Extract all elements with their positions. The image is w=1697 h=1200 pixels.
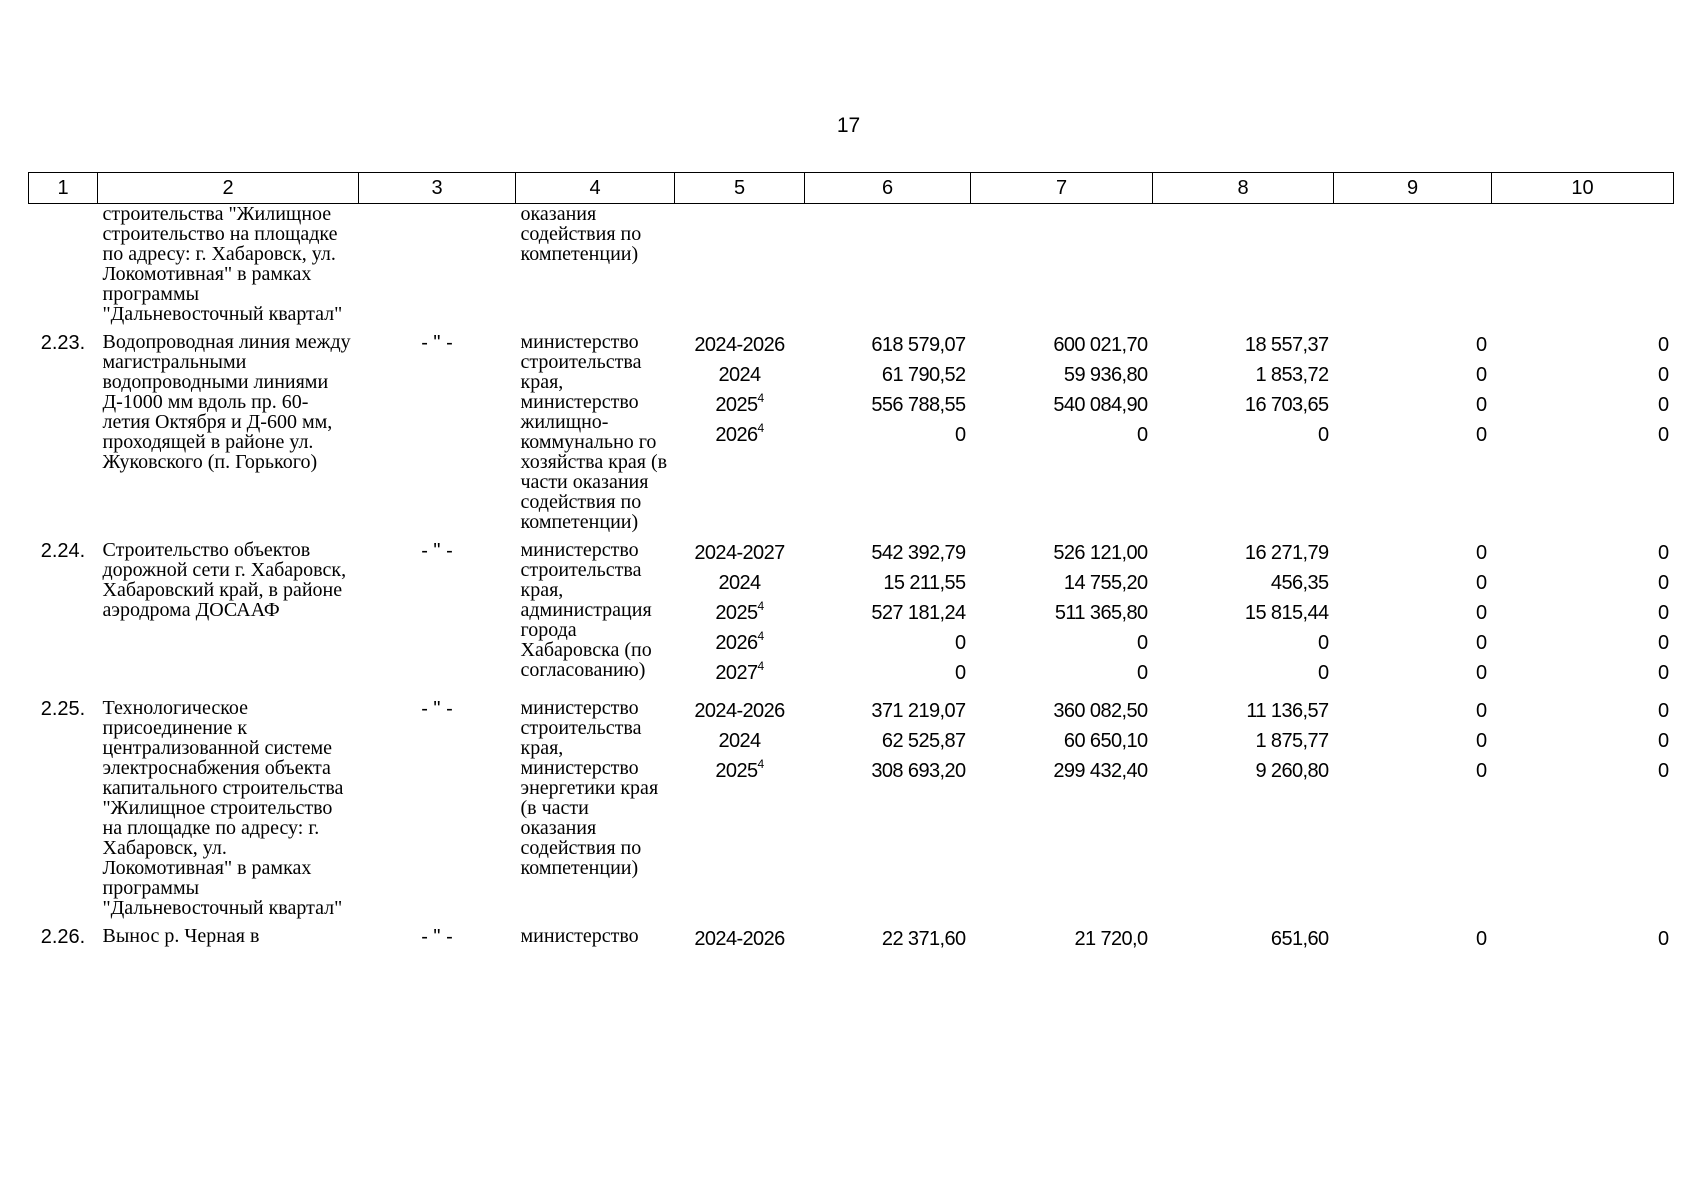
amount-value: 0: [1657, 602, 1669, 624]
responsible-body: министерство: [520, 925, 639, 947]
amount-value: 0: [1657, 364, 1669, 386]
column-header: 4: [516, 173, 675, 204]
amount-value: 0: [1317, 662, 1329, 684]
footnote-mark: 4: [757, 757, 764, 771]
amount-value: 299 432,40: [1053, 760, 1148, 782]
column-header: 6: [805, 173, 971, 204]
year-text: 2024: [718, 730, 761, 752]
footnote-mark: 4: [757, 391, 764, 405]
amount-value: 14 755,20: [1063, 572, 1148, 594]
column-header: 10: [1492, 173, 1674, 204]
footnote-mark: 4: [757, 659, 764, 673]
amount-value: 18 557,37: [1244, 334, 1329, 356]
amount-value: 0: [1657, 572, 1669, 594]
table-row: [29, 540, 1674, 698]
amount-value: 0: [1136, 424, 1148, 446]
amount-value: 0: [1475, 928, 1487, 950]
col6-cell: [805, 540, 971, 698]
amount-value: 0: [1475, 662, 1487, 684]
executor-ditto: - " -: [421, 540, 453, 562]
amount-value: 0: [1136, 632, 1148, 654]
amount-value: 0: [1657, 394, 1669, 416]
amount-value: 527 181,24: [871, 602, 966, 624]
responsible-body: министерство строительства края, министерство жилищно-коммунально го хозяйства края (в части оказания содействия по компетенции): [520, 331, 668, 533]
year-text: 2024: [718, 572, 761, 594]
amount-value: 16 703,65: [1244, 394, 1329, 416]
years-cell: [675, 698, 805, 926]
amount-value: 0: [1475, 394, 1487, 416]
amount-value: 651,60: [1270, 928, 1329, 950]
column-header: 3: [359, 173, 516, 204]
column-header: 8: [1153, 173, 1334, 204]
year-text: 2027: [715, 662, 758, 684]
years-cell: [675, 540, 805, 698]
row-number: 2.26.: [40, 926, 86, 948]
col8-cell: [1153, 926, 1334, 964]
col8-cell: [1153, 698, 1334, 926]
activity-name: Водопроводная линия между магистральными водопроводными линиями Д-1000 мм вдоль пр. 60-летия Октября и Д-600 мм, проходящей в районе ул. Жуковского (п. Горького): [102, 331, 351, 473]
years-cell: [675, 926, 805, 964]
table-row: [29, 698, 1674, 926]
row-number: 2.24.: [40, 540, 86, 562]
year-text: 2026: [715, 632, 758, 654]
year-value: [680, 540, 800, 570]
column-header: 9: [1334, 173, 1492, 204]
amount-value: 456,35: [1270, 572, 1329, 594]
col10-cell: [1492, 926, 1674, 964]
amount-value: 60 650,10: [1063, 730, 1148, 752]
amount-value: 0: [954, 662, 966, 684]
amount-value: 540 084,90: [1053, 394, 1148, 416]
amount-value: 0: [1136, 662, 1148, 684]
amount-value: 0: [1475, 424, 1487, 446]
col9-cell: [1334, 332, 1492, 540]
amount-value: 15 815,44: [1244, 602, 1329, 624]
amount-value: 0: [1657, 700, 1669, 722]
amount-value: 0: [1475, 572, 1487, 594]
amount-value: 16 271,79: [1244, 542, 1329, 564]
amount-value: 11 136,57: [1246, 700, 1329, 722]
col8-cell: [1153, 540, 1334, 698]
col9-cell: [1334, 540, 1492, 698]
amount-value: 61 790,52: [881, 364, 966, 386]
year-value: [680, 926, 800, 956]
amount-value: 0: [1657, 928, 1669, 950]
amount-value: 1 853,72: [1255, 364, 1329, 386]
amount-value: 618 579,07: [871, 334, 966, 356]
col7-cell: [971, 926, 1153, 964]
year-text: 2024-2026: [694, 700, 785, 722]
activity-name: Вынос р. Черная в: [102, 925, 260, 947]
year-text: 2024-2027: [694, 542, 785, 564]
year-text: 2025: [715, 394, 758, 416]
financing-table: [28, 172, 1674, 964]
year-value: [680, 332, 800, 362]
activity-name: Строительство объектов дорожной сети г. Хабаровск, Хабаровский край, в районе аэродрома ДОСААФ: [102, 539, 347, 621]
amount-value: 308 693,20: [871, 760, 966, 782]
col10-cell: [1492, 698, 1674, 926]
continuation-row: [29, 204, 1674, 333]
year-value: [680, 758, 800, 788]
amount-value: 511 365,80: [1054, 602, 1148, 624]
year-value: [680, 630, 800, 660]
amount-value: 0: [1657, 730, 1669, 752]
column-header: 5: [675, 173, 805, 204]
amount-value: 0: [1657, 662, 1669, 684]
year-value: [680, 362, 800, 392]
column-header: 7: [971, 173, 1153, 204]
amount-value: 0: [1657, 424, 1669, 446]
amount-value: 0: [1475, 632, 1487, 654]
year-text: 2026: [715, 424, 758, 446]
year-value: [680, 392, 800, 422]
footnote-mark: 4: [757, 599, 764, 613]
amount-value: 0: [1657, 542, 1669, 564]
amount-value: 0: [954, 632, 966, 654]
activity-name: Технологическое присоединение к централизованной системе электроснабжения объекта капитального строительства "Жилищное строительство на площадке по адресу: г. Хабаровск, ул. Локомотивная" в рамках программы "Дальневосточный квартал": [102, 697, 344, 919]
executor-ditto: - " -: [421, 926, 453, 948]
executor-ditto: - " -: [421, 698, 453, 720]
amount-value: 0: [1317, 424, 1329, 446]
col7-cell: [971, 540, 1153, 698]
row-number: 2.23.: [40, 332, 86, 354]
amount-value: 526 121,00: [1053, 542, 1148, 564]
continuation-name: строительства "Жилищное строительство на площадке по адресу: г. Хабаровск, ул. Локомотивная" в рамках программы "Дальневосточный квартал": [102, 203, 343, 325]
table-row: [29, 332, 1674, 540]
amount-value: 360 082,50: [1053, 700, 1148, 722]
year-value: [680, 728, 800, 758]
amount-value: 600 021,70: [1053, 334, 1148, 356]
year-text: 2025: [715, 602, 758, 624]
year-value: [680, 698, 800, 728]
amount-value: 0: [1657, 760, 1669, 782]
amount-value: 0: [1475, 334, 1487, 356]
table-row: [29, 926, 1674, 964]
col10-cell: [1492, 332, 1674, 540]
col6-cell: [805, 332, 971, 540]
amount-value: 22 371,60: [881, 928, 966, 950]
col6-cell: [805, 698, 971, 926]
footnote-mark: 4: [757, 421, 764, 435]
amount-value: 59 936,80: [1063, 364, 1148, 386]
year-text: 2024-2026: [694, 928, 785, 950]
amount-value: 0: [1475, 364, 1487, 386]
col6-cell: [805, 926, 971, 964]
amount-value: 0: [1317, 632, 1329, 654]
year-text: 2024: [718, 364, 761, 386]
years-cell: [675, 332, 805, 540]
amount-value: 0: [1657, 632, 1669, 654]
column-header: 1: [29, 173, 98, 204]
amount-value: 371 219,07: [871, 700, 966, 722]
responsible-body: министерство строительства края, министерство энергетики края (в части оказания содействия по компетенции): [520, 697, 659, 879]
column-header: 2: [98, 173, 359, 204]
column-number-header: [29, 173, 1674, 204]
amount-value: 0: [1475, 602, 1487, 624]
amount-value: 0: [1475, 730, 1487, 752]
col9-cell: [1334, 698, 1492, 926]
amount-value: 1 875,77: [1255, 730, 1329, 752]
amount-value: 15 211,55: [883, 572, 966, 594]
amount-value: 9 260,80: [1255, 760, 1329, 782]
amount-value: 21 720,0: [1074, 928, 1148, 950]
amount-value: 0: [954, 424, 966, 446]
row-number: 2.25.: [40, 698, 86, 720]
col7-cell: [971, 698, 1153, 926]
executor-ditto: - " -: [421, 332, 453, 354]
amount-value: 0: [1475, 760, 1487, 782]
year-value: [680, 660, 800, 690]
amount-value: 62 525,87: [881, 730, 966, 752]
amount-value: 0: [1475, 542, 1487, 564]
amount-value: 542 392,79: [871, 542, 966, 564]
year-value: [680, 600, 800, 630]
col9-cell: [1334, 926, 1492, 964]
responsible-body: министерство строительства края, администрация города Хабаровска (по согласованию): [520, 539, 652, 681]
col8-cell: [1153, 332, 1334, 540]
year-value: [680, 570, 800, 600]
col10-cell: [1492, 540, 1674, 698]
page-number: 17: [836, 114, 861, 137]
amount-value: 556 788,55: [871, 394, 966, 416]
continuation-responsible: оказания содействия по компетенции): [520, 203, 642, 265]
col7-cell: [971, 332, 1153, 540]
footnote-mark: 4: [757, 629, 764, 643]
amount-value: 0: [1657, 334, 1669, 356]
year-value: [680, 422, 800, 452]
year-text: 2024-2026: [694, 334, 785, 356]
year-text: 2025: [715, 760, 758, 782]
amount-value: 0: [1475, 700, 1487, 722]
